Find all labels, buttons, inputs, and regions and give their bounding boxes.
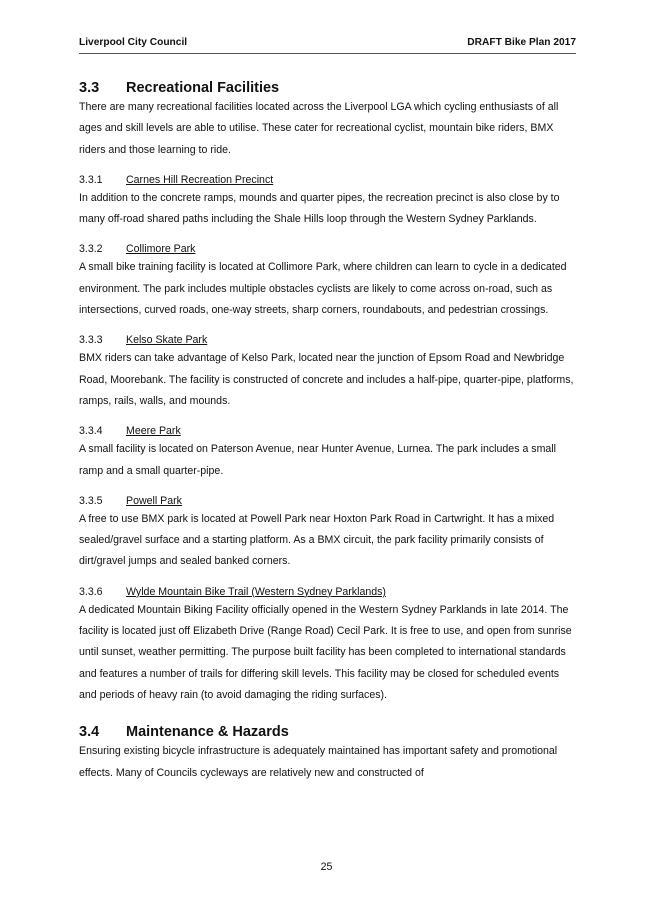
subsection-paragraph: A dedicated Mountain Biking Facility officially opened in the Western Sydney Parklands in late 2014. The facility is located just off Elizabeth Drive (Range Road) Cecil Park. It is free to use, and open from sunrise until sunset, weather permitting. The purpose built facility has been completed to international standards and features a number of trails for differing skill levels. This facility may be closed for scheduled events and periods of heavy rain (to avoid damaging the riding surfaces). xyxy=(79,603,572,701)
subsection-heading-carnes-hill xyxy=(79,174,576,187)
section-number: 3.4 xyxy=(79,724,100,741)
subsection-heading-wylde-mountain-bike-trail xyxy=(79,586,576,599)
subsection-paragraph: In addition to the concrete ramps, mounds and quarter pipes, the recreation precinct is also close by to many off-road shared paths including the Shale Hills loop through the Western Sydney Parklands. xyxy=(79,191,560,226)
section-heading-maintenance-hazards xyxy=(79,723,576,741)
running-header xyxy=(79,36,576,54)
subsection-paragraph: A small facility is located on Paterson Avenue, near Hunter Avenue, Lurnea. The park includes a small ramp and a small quarter-pipe. xyxy=(79,443,556,477)
subsection-title: Powell Park xyxy=(126,494,182,507)
subsection-heading-collimore-park xyxy=(79,243,576,256)
section-title: Recreational Facilities xyxy=(126,80,280,96)
page-number: 25 xyxy=(320,861,333,873)
document-page xyxy=(79,36,576,784)
section-heading-recreational-facilities xyxy=(79,79,576,97)
subsection-paragraph: BMX riders can take advantage of Kelso Park, located near the junction of Epsom Road and Newbridge Road, Moorebank. The facility is constructed of concrete and includes a half-pipe, quarter-pipe, platforms, ramps, rails, walls, and mounds. xyxy=(79,352,574,407)
subsection-number: 3.3.4 xyxy=(79,425,103,438)
subsection-paragraph: A free to use BMX park is located at Powell Park near Hoxton Park Road in Cartwright. It has a mixed sealed/gravel surface and a starting platform. As a BMX circuit, the park facility primarily consists of dirt/gravel jumps and sealed banked corners. xyxy=(79,512,555,568)
subsection-heading-powell-park xyxy=(79,495,576,508)
subsection-title: Kelso Skate Park xyxy=(126,334,208,347)
section-title: Maintenance & Hazards xyxy=(126,724,289,741)
subsection-number: 3.3.3 xyxy=(79,334,103,347)
subsection-heading-meere-park xyxy=(79,425,576,438)
subsection-paragraph: A small bike training facility is located at Collimore Park, where children can learn to cycle in a dedicated environment. The park includes multiple obstacles cyclists are likely to come across on-road, such as intersections, curved roads, one-way streets, sharp corners, roundabouts, and pedestrian crossings. xyxy=(79,261,567,317)
section-number: 3.3 xyxy=(79,80,100,96)
subsection-number: 3.3.1 xyxy=(79,173,103,186)
header-document-title: DRAFT Bike Plan 2017 xyxy=(467,37,576,48)
subsection-number: 3.3.5 xyxy=(79,494,103,507)
subsection-title: Carnes Hill Recreation Precinct xyxy=(126,173,274,186)
subsection-heading-kelso-skate-park xyxy=(79,334,576,347)
subsection-title: Meere Park xyxy=(126,425,181,438)
subsection-title: Wylde Mountain Bike Trail (Western Sydney Parklands) xyxy=(126,585,386,598)
subsection-number: 3.3.6 xyxy=(79,585,103,598)
section-paragraph: Ensuring existing bicycle infrastructure is adequately maintained has important safety and promotional effects. Many of Councils cycleways are relatively new and constructed of xyxy=(79,745,558,779)
subsection-number: 3.3.2 xyxy=(79,243,103,256)
header-organisation: Liverpool City Council xyxy=(79,37,188,48)
subsection-title: Collimore Park xyxy=(126,243,196,256)
section-intro-paragraph: There are many recreational facilities located across the Liverpool LGA which cycling enthusiasts of all ages and skill levels are able to utilise. These cater for recreational cyclist, mountain bike riders, BMX riders and those learning to ride. xyxy=(79,101,559,156)
